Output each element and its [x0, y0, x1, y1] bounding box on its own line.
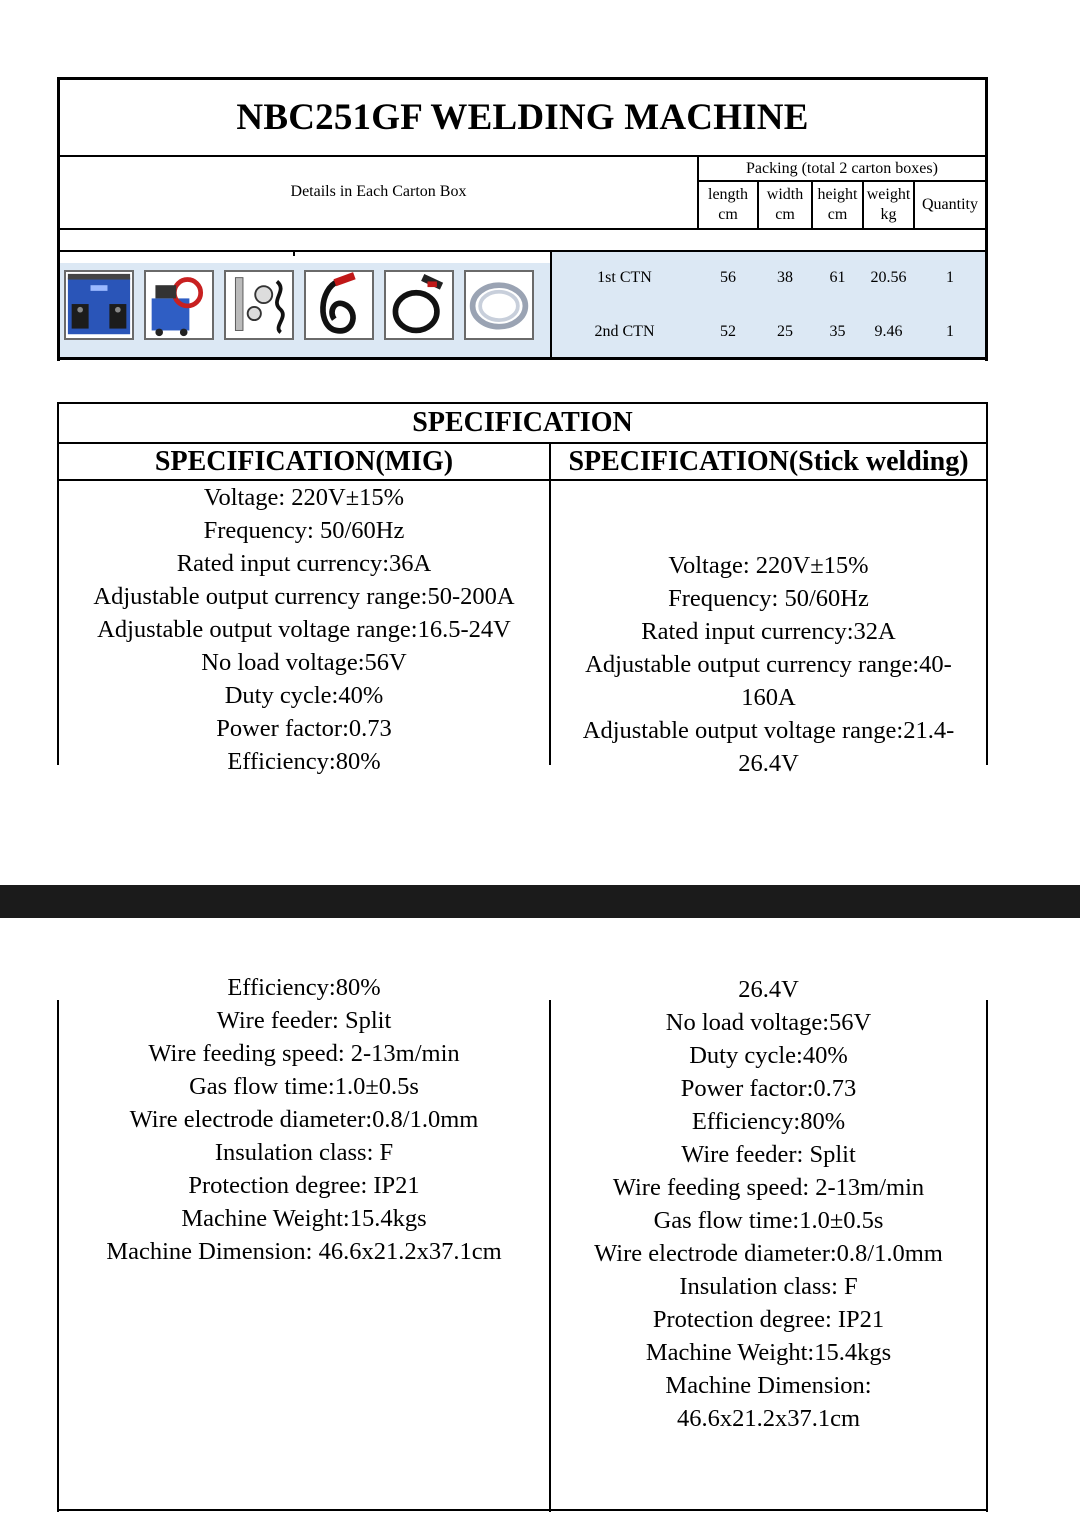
spec-line: Efficiency:80% [691, 1108, 846, 1135]
spec-line: Machine Weight:15.4kgs [645, 1339, 892, 1366]
spec-line: Wire feeder: Split [216, 1007, 392, 1034]
spec-line: Insulation class: F [679, 1273, 858, 1300]
mig-spec-column [59, 481, 549, 775]
welding-machine-icon [64, 270, 134, 340]
mig-spec-header: SPECIFICATION(MIG) [154, 445, 454, 477]
spec-line: Machine Dimension: [665, 1372, 872, 1399]
spec-line: Insulation class: F [214, 1139, 394, 1166]
packing-header: Packing (total 2 carton boxes) [746, 159, 938, 177]
spec-line: Rated input currency:32A [641, 618, 896, 645]
weight-cell: 20.56 [870, 269, 907, 286]
weight-column-header: weight kg [866, 186, 911, 223]
spec-line: No load voltage:56V [201, 649, 407, 676]
height-cell: 35 [829, 322, 846, 340]
width-cell: 38 [777, 269, 793, 286]
quantity-cell: 1 [946, 322, 954, 340]
spec-line: Protection degree: IP21 [652, 1306, 885, 1333]
spec-line: Efficiency:80% [227, 748, 381, 775]
spec-line: Wire electrode diameter:0.8/1.0mm [594, 1240, 943, 1267]
spec-line: Adjustable output voltage range:21.4- [582, 717, 955, 744]
mig-spec-column-continued [59, 974, 549, 1280]
spec-line: 160A [741, 684, 796, 711]
gas-regulator-icon [224, 270, 294, 340]
spec-line: Power factor:0.73 [680, 1075, 857, 1102]
quantity-column-header: Quantity [922, 196, 978, 213]
electrode-holder-icon [384, 270, 454, 340]
length-cell: 52 [720, 322, 736, 340]
spec-line: Voltage: 220V±15% [668, 552, 869, 579]
length-column-header: length cm [708, 186, 748, 223]
specification-title: SPECIFICATION [412, 407, 633, 438]
row-label: 1st CTN [597, 269, 652, 286]
spec-line: Gas flow time:1.0±0.5s [189, 1073, 419, 1100]
details-label: Details in Each Carton Box [290, 183, 467, 200]
spec-line: Protection degree: IP21 [188, 1172, 420, 1199]
spec-line: Wire feeding speed: 2-13m/min [148, 1040, 460, 1067]
spec-line: Machine Weight:15.4kgs [181, 1205, 427, 1232]
stick-spec-column-continued [551, 976, 986, 1450]
spec-line: Wire feeder: Split [681, 1141, 856, 1168]
spec-line: Rated input currency:36A [176, 550, 432, 577]
spec-line: 26.4V [738, 976, 799, 1003]
spec-line: Duty cycle:40% [224, 682, 384, 709]
length-cell: 56 [720, 269, 736, 286]
spec-line: 46.6x21.2x37.1cm [676, 1405, 861, 1432]
spec-line: Machine Dimension: 46.6x21.2x37.1cm [106, 1238, 502, 1265]
height-column-header: height cm [817, 186, 858, 223]
width-column-header: width cm [766, 186, 804, 223]
mig-torch-icon [304, 270, 374, 340]
spec-line: Wire feeding speed: 2-13m/min [612, 1174, 925, 1201]
spec-line: Voltage: 220V±15% [203, 484, 405, 511]
spec-line: Duty cycle:40% [689, 1042, 848, 1069]
spec-line: Adjustable output currency range:50-200A [93, 583, 515, 610]
spec-line: Frequency: 50/60Hz [668, 585, 869, 612]
spec-line: 26.4V [738, 750, 799, 777]
spec-line: Wire electrode diameter:0.8/1.0mm [129, 1106, 479, 1133]
weight-cell: 9.46 [874, 322, 903, 340]
spec-line: No load voltage:56V [665, 1009, 872, 1036]
quantity-cell: 1 [946, 269, 954, 286]
height-cell: 61 [829, 269, 846, 286]
page-separator [0, 885, 1080, 918]
spec-line: Adjustable output currency range:40- [585, 651, 952, 678]
width-cell: 25 [777, 322, 793, 340]
spec-line: Power factor:0.73 [216, 715, 392, 742]
spec-line: Frequency: 50/60Hz [203, 517, 405, 544]
gas-hose-icon [464, 270, 534, 340]
stick-spec-column [551, 481, 986, 777]
spec-line: Efficiency:80% [227, 974, 381, 1001]
row-label: 2nd CTN [594, 322, 655, 340]
spec-line: Gas flow time:1.0±0.5s [653, 1207, 884, 1234]
wire-feeder-icon [144, 270, 214, 340]
document-title: NBC251GF WELDING MACHINE [236, 97, 809, 138]
stick-spec-header: SPECIFICATION(Stick welding) [568, 445, 969, 477]
spec-line: Adjustable output voltage range:16.5-24V [97, 616, 511, 643]
